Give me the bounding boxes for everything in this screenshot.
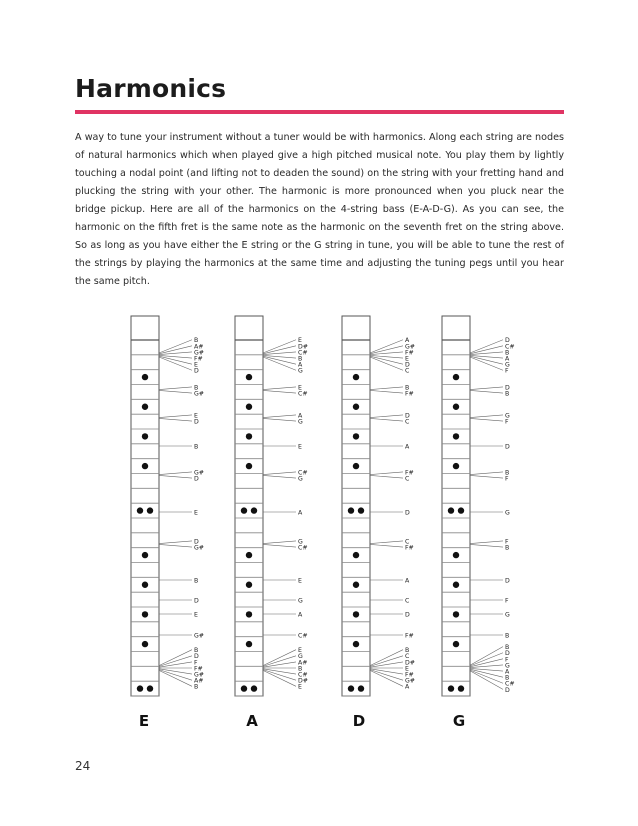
inlay-dot-e [137,507,143,513]
harmonic-note-e: B [194,443,199,451]
harmonic-note-d: F# [405,671,414,679]
harmonic-note-e: F# [194,665,203,673]
harmonic-note-e: B [194,337,199,345]
neck-g [442,316,470,696]
harmonic-note-g: D [505,337,510,345]
harmonic-leader-g [470,472,503,475]
inlay-dot-d [348,685,354,691]
harmonic-note-g: F [505,538,509,546]
inlay-dot-g [453,374,459,380]
string-label-g: G [452,712,466,730]
harmonic-note-d: F# [405,544,414,552]
harmonic-leader-d [370,387,403,390]
harmonic-note-e: D [194,475,199,483]
harmonic-note-d: D [405,509,410,517]
inlay-dot-g [448,507,454,513]
harmonic-note-g: D [505,384,510,392]
harmonic-note-d: D# [405,659,415,667]
harmonic-note-a: G [298,418,303,426]
harmonic-leader-a [263,544,296,547]
harmonic-note-a: E [298,647,302,655]
harmonic-leader-g [470,670,503,683]
harmonic-note-d: C [405,597,410,605]
harmonic-leader-e [159,544,192,547]
harmonic-note-g: F [505,597,509,605]
harmonic-note-a: C# [298,632,308,640]
harmonic-note-e: D [194,538,199,546]
harmonic-note-d: C [405,538,410,546]
harmonic-note-d: B [405,647,410,655]
page-title: Harmonics [75,74,227,103]
harmonic-note-a: D# [298,677,308,685]
harmonic-note-d: G# [405,343,415,351]
inlay-dot-d [348,507,354,513]
harmonic-note-e: F# [194,355,203,363]
harmonic-note-d: B [405,384,410,392]
harmonic-note-e: D [194,597,199,605]
inlay-dot-d [353,611,359,617]
harmonic-note-e: E [194,611,198,619]
harmonic-leader-d [370,357,403,370]
harmonic-note-a: A [298,412,303,420]
harmonic-note-g: F [505,656,509,664]
neck-a [235,316,263,696]
harmonic-note-g: G [505,412,510,420]
harmonic-note-a: G [298,653,303,661]
harmonic-leader-g [470,340,503,353]
harmonic-note-e: D [194,418,199,426]
harmonic-leader-e [159,387,192,390]
page-number: 24 [75,759,91,773]
harmonic-note-g: B [505,349,510,357]
harmonic-note-a: E [298,384,302,392]
harmonic-leader-a [263,472,296,475]
inlay-dot-e [142,374,148,380]
harmonic-note-g: F [505,475,509,483]
neck-d [342,316,370,696]
harmonic-note-e: A# [194,343,204,351]
inlay-dot-a [246,582,252,588]
harmonic-leader-d [370,472,403,475]
harmonic-note-a: G [298,597,303,605]
inlay-dot-a [246,552,252,558]
harmonic-note-a: C# [298,469,308,477]
inlay-dot-e [137,685,143,691]
inlay-dot-e [142,611,148,617]
inlay-dot-d [358,507,364,513]
harmonic-leader-d [370,390,403,393]
harmonic-leader-g [470,390,503,393]
harmonic-note-a: C# [298,349,308,357]
harmonic-note-g: B [505,644,510,652]
inlay-dot-e [142,582,148,588]
harmonic-leader-g [470,475,503,478]
harmonic-note-g: B [505,632,510,640]
harmonic-note-g: B [505,390,510,398]
inlay-dot-d [353,552,359,558]
inlay-dot-g [453,404,459,410]
harmonic-leader-a [263,390,296,393]
harmonic-note-a: A# [298,659,308,667]
inlay-dot-e [142,463,148,469]
harmonic-note-g: C# [505,680,515,688]
harmonic-leader-e [159,415,192,418]
harmonic-leader-d [370,340,403,353]
harmonic-note-g: D [505,686,510,694]
harmonic-note-d: A [405,443,410,451]
harmonic-note-g: B [505,469,510,477]
harmonic-note-a: E [298,443,302,451]
harmonic-leader-e [159,357,192,370]
harmonic-note-e: E [194,361,198,369]
harmonic-leader-e [159,418,192,421]
inlay-dot-a [246,463,252,469]
inlay-dot-d [353,463,359,469]
harmonic-note-e: G# [194,349,204,357]
harmonic-leader-g [470,541,503,544]
harmonic-leader-a [263,541,296,544]
inlay-dot-d [353,641,359,647]
harmonic-note-d: C [405,475,410,483]
inlay-dot-e [142,552,148,558]
harmonic-leader-e [159,541,192,544]
inlay-dot-d [353,404,359,410]
harmonic-note-e: E [194,412,198,420]
harmonic-note-e: E [194,509,198,517]
harmonic-leader-d [370,418,403,421]
harmonic-note-a: G [298,538,303,546]
inlay-dot-e [147,507,153,513]
string-label-e: E [138,712,150,730]
harmonic-leader-a [263,387,296,390]
harmonic-note-d: E [405,355,409,363]
harmonic-leader-a [263,475,296,478]
harmonic-note-g: G [505,662,510,670]
harmonic-note-d: D [405,611,410,619]
harmonic-note-e: B [194,384,199,392]
harmonic-note-a: A [298,509,303,517]
harmonic-leader-a [263,340,296,353]
inlay-dot-a [246,641,252,647]
inlay-dot-d [358,685,364,691]
harmonic-note-e: D [194,653,199,661]
harmonic-leader-a [263,418,296,421]
inlay-dot-d [353,374,359,380]
inlay-dot-a [251,507,257,513]
harmonic-note-d: E [405,665,409,673]
harmonic-note-a: G [298,475,303,483]
inlay-dot-a [246,433,252,439]
inlay-dot-a [241,507,247,513]
harmonic-leader-e [159,475,192,478]
harmonic-leader-d [370,415,403,418]
inlay-dot-a [246,374,252,380]
harmonic-note-e: B [194,647,199,655]
harmonic-note-e: G# [194,671,204,679]
harmonic-note-d: G# [405,677,415,685]
inlay-dot-g [448,685,454,691]
harmonic-note-d: F# [405,349,414,357]
harmonic-leader-g [470,653,503,666]
harmonic-leader-g [470,418,503,421]
harmonic-note-a: B [298,665,303,673]
inlay-dot-g [453,433,459,439]
inlay-dot-a [241,685,247,691]
harmonic-note-d: F# [405,390,414,398]
harmonic-note-e: G# [194,469,204,477]
neck-e [131,316,159,696]
harmonic-note-e: G# [194,390,204,398]
harmonic-note-g: F [505,418,509,426]
harmonic-note-g: D [505,443,510,451]
inlay-dot-a [246,611,252,617]
harmonic-note-g: B [505,674,510,682]
harmonic-leader-e [159,340,192,353]
harmonic-note-a: B [298,355,303,363]
harmonic-note-a: C# [298,671,308,679]
inlay-dot-a [251,685,257,691]
harmonic-note-e: G# [194,544,204,552]
harmonic-note-g: A [505,668,510,676]
harmonic-note-d: A [405,577,410,585]
harmonic-note-e: D [194,367,199,375]
inlay-dot-g [453,641,459,647]
harmonic-leader-d [370,541,403,544]
harmonic-note-d: A [405,683,410,691]
harmonic-leader-d [370,475,403,478]
inlay-dot-e [142,404,148,410]
harmonic-note-g: G [505,361,510,369]
harmonic-note-d: C [405,367,410,375]
harmonic-note-d: A [405,337,410,345]
harmonic-note-a: A [298,611,303,619]
harmonic-leader-e [159,390,192,393]
harmonic-note-a: C# [298,544,308,552]
harmonic-leader-g [470,647,503,666]
harmonic-note-g: B [505,544,510,552]
inlay-dot-g [453,463,459,469]
inlay-dot-e [142,641,148,647]
inlay-dot-g [453,611,459,617]
harmonic-note-g: F [505,367,509,375]
inlay-dot-a [246,404,252,410]
harmonic-note-a: C# [298,390,308,398]
harmonic-leader-g [470,671,503,690]
harmonic-note-d: F# [405,469,414,477]
harmonic-leader-g [470,544,503,547]
harmonic-note-a: E [298,337,302,345]
harmonic-note-e: B [194,683,199,691]
harmonic-note-g: D [505,577,510,585]
harmonic-note-d: D [405,361,410,369]
harmonic-note-e: G# [194,632,204,640]
harmonic-leader-g [470,415,503,418]
harmonic-note-g: C# [505,343,515,351]
harmonic-note-d: F# [405,632,414,640]
harmonic-note-a: E [298,577,302,585]
harmonic-note-g: G [505,509,510,517]
harmonic-note-e: B [194,577,199,585]
harmonic-leader-d [370,544,403,547]
harmonic-note-a: G [298,367,303,375]
harmonic-note-a: D# [298,343,308,351]
harmonic-note-e: A# [194,677,204,685]
harmonic-leader-g [470,387,503,390]
string-label-a: A [246,712,258,730]
harmonic-note-d: C [405,418,410,426]
inlay-dot-d [353,433,359,439]
inlay-dot-e [147,685,153,691]
inlay-dot-g [453,552,459,558]
body-paragraph: A way to tune your instrument without a tuner would be with harmonics. Along each string are nodes of natural harmonics which when played give a high pitched musical note. You play them by lightly touching a nodal point (and lifting not to deaden the sound) on the string with your fretting hand and plucking the string with your other. The harmonic is more pronounced when you pluck near the bridge pickup. Here are all of the harmonics on the 4-string bass (E-A-D-G). As you can see, the harmonic on the fifth fret is the same note as the harmonic on the seventh fret on the string above. So as long as you have either the E string or the G string in tune, you will be able to tune the rest of the strings by playing the harmonics at the same time and adjusting the tuning pegs until you hear the same pitch. [75,132,564,287]
harmonic-note-g: D [505,650,510,658]
harmonic-note-a: A [298,361,303,369]
string-label-d: D [352,712,366,730]
harmonic-note-g: A [505,355,510,363]
inlay-dot-g [458,507,464,513]
harmonic-leader-e [159,472,192,475]
inlay-dot-e [142,433,148,439]
harmonic-leader-a [263,415,296,418]
harmonic-note-d: C [405,653,410,661]
harmonic-note-e: F [194,659,198,667]
inlay-dot-g [458,685,464,691]
harmonic-note-g: G [505,611,510,619]
harmonic-leader-g [470,357,503,370]
harmonic-note-d: D [405,412,410,420]
harmonic-note-a: E [298,683,302,691]
inlay-dot-g [453,582,459,588]
harmonic-leader-a [263,357,296,370]
inlay-dot-d [353,582,359,588]
